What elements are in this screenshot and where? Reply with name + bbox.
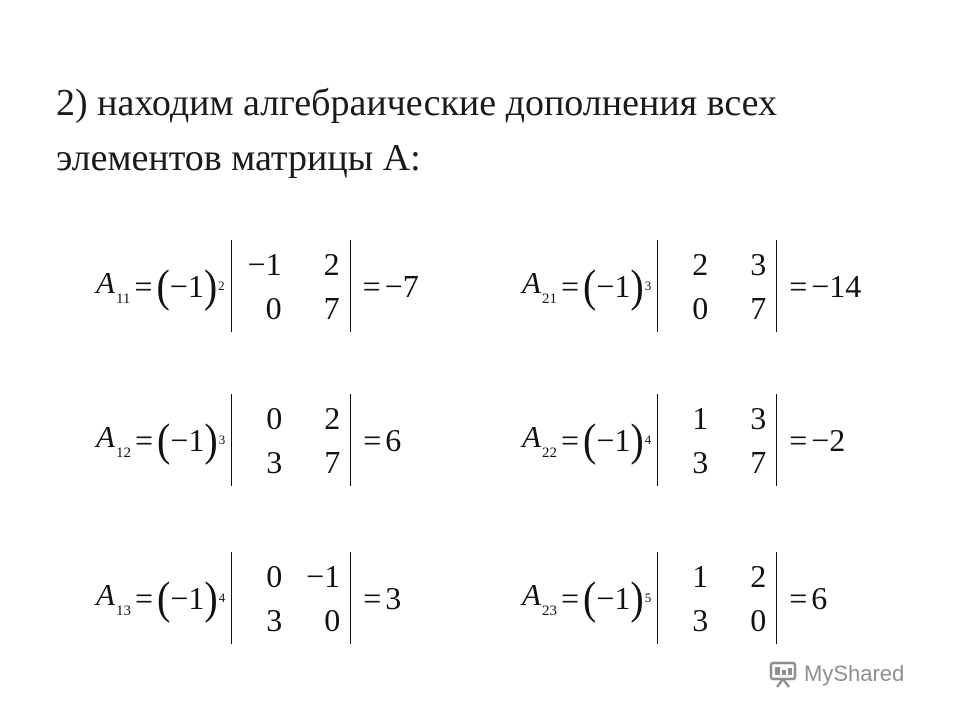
- det-cell: 2: [692, 245, 709, 282]
- sign-base: −1: [169, 267, 204, 304]
- determinant: [231, 240, 351, 332]
- sign-base: −1: [596, 421, 631, 458]
- cofactor-symbol: [522, 419, 557, 462]
- cofactor-result: 3: [385, 579, 402, 616]
- cofactor-symbol: [96, 419, 131, 462]
- cofactor-result: −7: [384, 267, 419, 304]
- determinant: [231, 394, 351, 486]
- cofactor-letter: A: [522, 264, 541, 300]
- sign-power: 2: [218, 278, 225, 293]
- cofactor-letter: A: [96, 576, 115, 612]
- det-cell: 2: [323, 245, 340, 282]
- det-cell: 2: [324, 399, 341, 436]
- cofactor-symbol: [96, 577, 131, 620]
- right-paren: ): [630, 571, 644, 624]
- equals-sign: =: [560, 421, 579, 458]
- det-cell: 3: [692, 601, 709, 638]
- det-cell: 1: [692, 399, 709, 436]
- cofactor-result: −2: [811, 421, 846, 458]
- cofactor-equation: [522, 548, 827, 648]
- right-paren: ): [630, 413, 644, 466]
- cofactor-letter: A: [522, 418, 541, 454]
- sign-base: −1: [170, 579, 205, 616]
- watermark: [768, 656, 904, 692]
- equals-sign: =: [789, 579, 808, 616]
- det-cell: 3: [692, 443, 709, 480]
- sign-base: −1: [170, 421, 205, 458]
- det-cell: 7: [750, 289, 767, 326]
- cofactor-equation: [522, 236, 861, 336]
- equals-sign: =: [560, 579, 579, 616]
- det-cell: 3: [266, 601, 283, 638]
- det-cell: 0: [266, 399, 283, 436]
- left-paren: (: [582, 259, 597, 312]
- determinant: [657, 394, 777, 486]
- cofactor-equation: [522, 390, 845, 490]
- det-cell: 3: [266, 443, 283, 480]
- cofactor-equation: [96, 390, 401, 490]
- det-cell: 3: [750, 245, 767, 282]
- right-paren: ): [204, 413, 218, 466]
- cofactor-result: −14: [811, 267, 862, 304]
- left-paren: (: [582, 413, 597, 466]
- cofactor-index: 21: [541, 290, 557, 307]
- cofactor-index: 12: [115, 444, 131, 461]
- cofactor-index: 22: [541, 444, 557, 461]
- det-cell: 2: [750, 557, 767, 594]
- equals-sign: =: [789, 267, 808, 304]
- sign-base: −1: [596, 267, 631, 304]
- det-cell: 0: [750, 601, 767, 638]
- equals-sign: =: [789, 421, 808, 458]
- sign-power: 3: [644, 278, 652, 293]
- sign-power: 5: [644, 590, 652, 605]
- cofactor-letter: A: [96, 264, 115, 300]
- left-paren: (: [582, 571, 597, 624]
- watermark-text: MyShared: [804, 661, 905, 686]
- determinant: [657, 552, 777, 644]
- cofactor-letter: A: [96, 418, 115, 454]
- sign-power: 3: [218, 432, 226, 447]
- sign-power: 4: [218, 590, 226, 605]
- det-cell: 1: [692, 557, 709, 594]
- equals-sign: =: [560, 267, 579, 304]
- det-cell: −1: [306, 557, 341, 594]
- equals-sign: =: [363, 579, 382, 616]
- cofactor-equation: [96, 548, 401, 648]
- sign-base: −1: [596, 579, 631, 616]
- det-cell: 0: [324, 601, 341, 638]
- title-line-2: элементов матрицы А:: [56, 137, 421, 179]
- det-cell: 0: [692, 289, 709, 326]
- det-cell: 7: [324, 443, 341, 480]
- left-paren: (: [156, 259, 170, 312]
- determinant: [231, 552, 351, 644]
- left-paren: (: [156, 413, 171, 466]
- equals-sign: =: [362, 267, 381, 304]
- equals-sign: =: [363, 421, 382, 458]
- cofactor-result: 6: [811, 579, 828, 616]
- presentation-board-icon: [768, 659, 798, 689]
- title-line-1: 2) находим алгебраические дополнения всех: [56, 82, 778, 124]
- det-cell: 0: [265, 289, 282, 326]
- cofactor-symbol: [522, 577, 557, 620]
- determinant: [657, 240, 777, 332]
- cofactor-result: 6: [385, 421, 402, 458]
- det-cell: 7: [750, 443, 767, 480]
- cofactor-index: 13: [115, 602, 131, 619]
- det-cell: 0: [266, 557, 283, 594]
- right-paren: ): [630, 259, 644, 312]
- det-cell: 3: [750, 399, 767, 436]
- slide-title: [56, 76, 916, 186]
- cofactor-letter: A: [522, 576, 541, 612]
- cofactor-symbol: [96, 265, 130, 308]
- left-paren: (: [156, 571, 171, 624]
- equals-sign: =: [134, 421, 153, 458]
- det-cell: −1: [247, 245, 282, 282]
- right-paren: ): [203, 259, 218, 312]
- cofactor-index: 11: [115, 290, 131, 307]
- cofactor-symbol: [522, 265, 557, 308]
- cofactor-index: 23: [541, 602, 557, 619]
- equals-sign: =: [134, 579, 153, 616]
- sign-power: 4: [644, 432, 652, 447]
- right-paren: ): [204, 571, 218, 624]
- equals-sign: =: [134, 267, 153, 304]
- cofactor-equation: [96, 236, 419, 336]
- det-cell: 7: [323, 289, 340, 326]
